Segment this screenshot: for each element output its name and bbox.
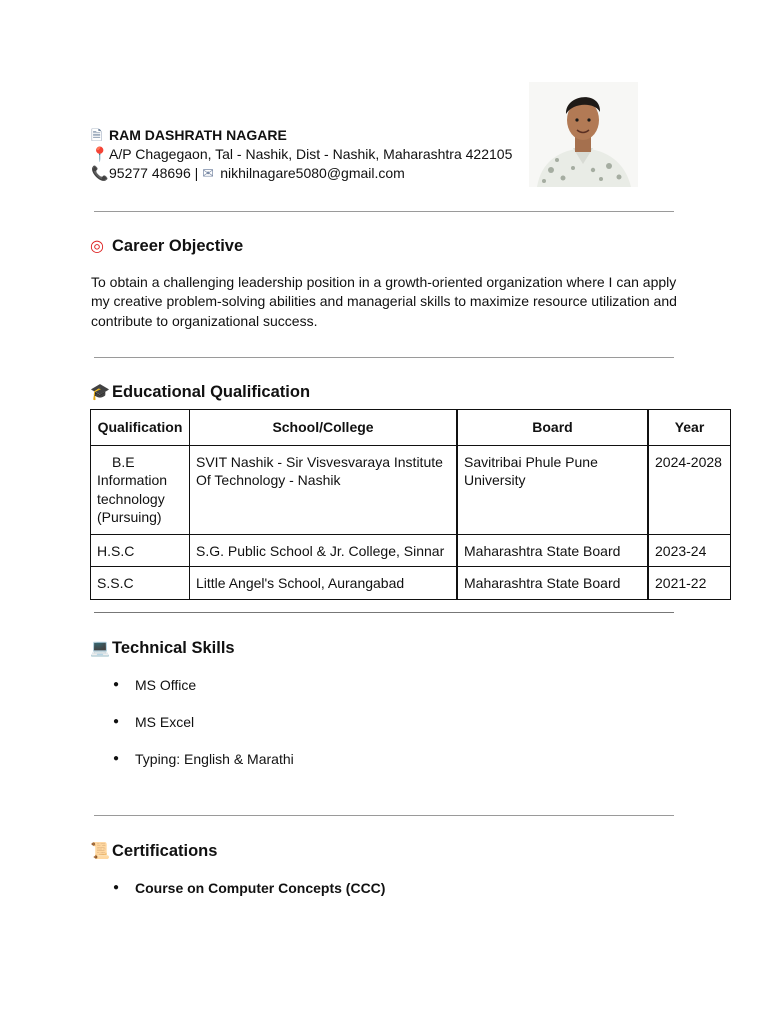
certifications-heading: 📜 Certifications — [90, 841, 218, 860]
list-item: ● Course on Computer Concepts (CCC) — [113, 879, 385, 916]
table-cell: Savitribai Phule Pune University — [457, 445, 648, 534]
table-cell: 2024-2028 — [648, 445, 731, 534]
table-row — [91, 534, 731, 567]
graduation-cap-icon: 🎓 — [90, 382, 110, 401]
address-line — [91, 145, 512, 164]
pin-icon: 📍 — [91, 147, 109, 163]
table-cell: Little Angel's School, Aurangabad — [190, 567, 458, 600]
list-item: ● MS Office — [113, 676, 294, 713]
technical-skills-heading: 💻 Technical Skills — [90, 638, 235, 657]
phone: 95277 48696 — [109, 165, 191, 181]
person-photo-icon — [529, 82, 638, 187]
email[interactable]: nikhilnagare5080@gmail.com — [220, 165, 405, 181]
table-header-row — [91, 410, 731, 446]
contact-line — [91, 164, 405, 183]
list-item: ● Typing: English & Marathi — [113, 750, 294, 787]
table-row — [91, 445, 731, 534]
page-icon: 🗎 — [91, 128, 103, 144]
table-cell: S.S.C — [91, 567, 190, 600]
divider — [94, 612, 674, 613]
table-cell: Maharashtra State Board — [457, 534, 648, 567]
table-cell: SVIT Nashik - Sir Visvesvaraya Institute Of Technology - Nashik — [190, 445, 458, 534]
career-objective-heading: ◎ Career Objective — [90, 236, 244, 255]
skills-list — [113, 676, 294, 787]
name-line — [91, 126, 287, 145]
education-heading: 🎓 Educational Qualification — [90, 382, 311, 401]
career-objective-text: To obtain a challenging leadership position in a growth-oriented organization where I can apply my creative problem-solving abilities and managerial skills to maximize resource utilization and contribute to organizational success. — [91, 274, 677, 329]
divider — [94, 357, 674, 358]
column-header: Year — [648, 410, 731, 446]
table-row — [91, 567, 731, 600]
education-table — [90, 409, 731, 600]
address: A/P Chagegaon, Tal - Nashik, Dist - Nashik, Maharashtra 422105 — [109, 146, 513, 162]
scroll-icon: 📜 — [90, 841, 110, 860]
column-header: Board — [457, 410, 648, 446]
table-cell: H.S.C — [91, 534, 190, 567]
list-item: ● MS Excel — [113, 713, 294, 750]
table-cell: 2021-22 — [648, 567, 731, 600]
table-cell: S.G. Public School & Jr. College, Sinnar — [190, 534, 458, 567]
target-icon: ◎ — [90, 236, 104, 255]
column-header: Qualification — [91, 410, 190, 446]
table-cell: 2023-24 — [648, 534, 731, 567]
table-cell: B.E Information technology (Pursuing) — [91, 445, 190, 534]
certifications-list — [113, 879, 385, 916]
divider — [94, 211, 674, 212]
envelope-icon: ✉ — [202, 166, 214, 182]
phone-icon: 📞 — [91, 166, 109, 182]
profile-photo — [529, 82, 638, 187]
column-header: School/College — [190, 410, 458, 446]
laptop-icon: 💻 — [90, 638, 110, 657]
table-cell: Maharashtra State Board — [457, 567, 648, 600]
separator: | — [194, 165, 199, 181]
candidate-name: RAM DASHRATH NAGARE — [109, 127, 287, 143]
divider — [94, 815, 674, 816]
